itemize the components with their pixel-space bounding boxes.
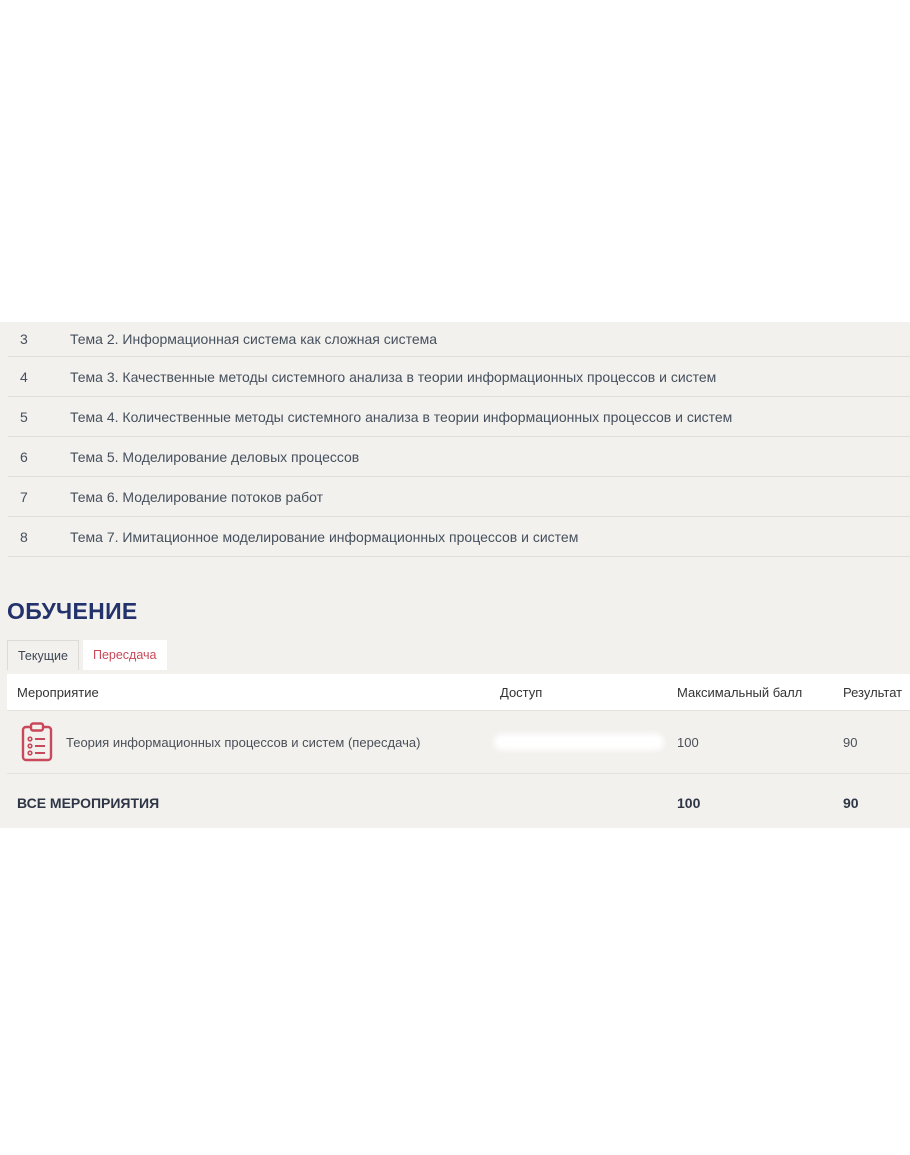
topic-number: 4 <box>20 368 28 385</box>
topic-number: 8 <box>20 528 28 545</box>
topic-row[interactable] <box>8 517 910 557</box>
column-header-event: Мероприятие <box>17 684 99 700</box>
topic-row[interactable] <box>8 437 910 477</box>
topic-row[interactable] <box>8 357 910 397</box>
column-header-max-score: Максимальный балл <box>677 684 803 700</box>
total-max-score: 100 <box>677 795 701 811</box>
topic-number: 3 <box>20 331 28 347</box>
event-cell <box>7 722 500 762</box>
topic-row[interactable] <box>8 477 910 517</box>
result-cell: 90 <box>843 734 858 750</box>
topic-number: 7 <box>20 488 28 505</box>
access-cell <box>500 734 677 750</box>
table-row[interactable] <box>7 711 910 774</box>
table-total-row <box>7 774 910 832</box>
learning-tabs <box>7 640 167 670</box>
column-header-result: Результат <box>843 684 903 700</box>
topic-row[interactable] <box>8 397 910 437</box>
topic-number: 5 <box>20 408 28 425</box>
topic-number: 6 <box>20 448 28 465</box>
table-header <box>7 674 910 711</box>
event-title[interactable]: Теория информационных процессов и систем (пересдача) <box>66 734 421 750</box>
topics-list <box>8 322 910 557</box>
topic-row[interactable] <box>8 322 910 357</box>
topic-title: Тема 5. Моделирование деловых процессов <box>70 448 360 465</box>
topic-title: Тема 3. Качественные методы системного анализа в теории информационных процессов и систем <box>70 368 717 385</box>
topic-title: Тема 7. Имитационное моделирование информационных процессов и систем <box>70 528 579 545</box>
topic-title: Тема 6. Моделирование потоков работ <box>70 488 324 505</box>
total-label: ВСЕ МЕРОПРИЯТИЯ <box>17 795 160 811</box>
topic-title: Тема 2. Информационная система как сложная система <box>70 331 438 347</box>
column-header-access: Доступ <box>500 684 543 700</box>
tab-current[interactable]: Текущие <box>7 640 79 670</box>
max-score-cell: 100 <box>677 734 699 750</box>
learning-section-title: ОБУЧЕНИЕ <box>7 598 138 624</box>
events-table <box>7 674 910 832</box>
content-panel <box>0 322 910 828</box>
tab-retake[interactable]: Пересдача <box>83 640 167 670</box>
clipboard-list-icon <box>20 722 54 762</box>
topic-title: Тема 4. Количественные методы системного анализа в теории информационных процессов и систем <box>70 408 733 425</box>
total-result: 90 <box>843 795 859 811</box>
redacted-access-value <box>494 734 664 750</box>
